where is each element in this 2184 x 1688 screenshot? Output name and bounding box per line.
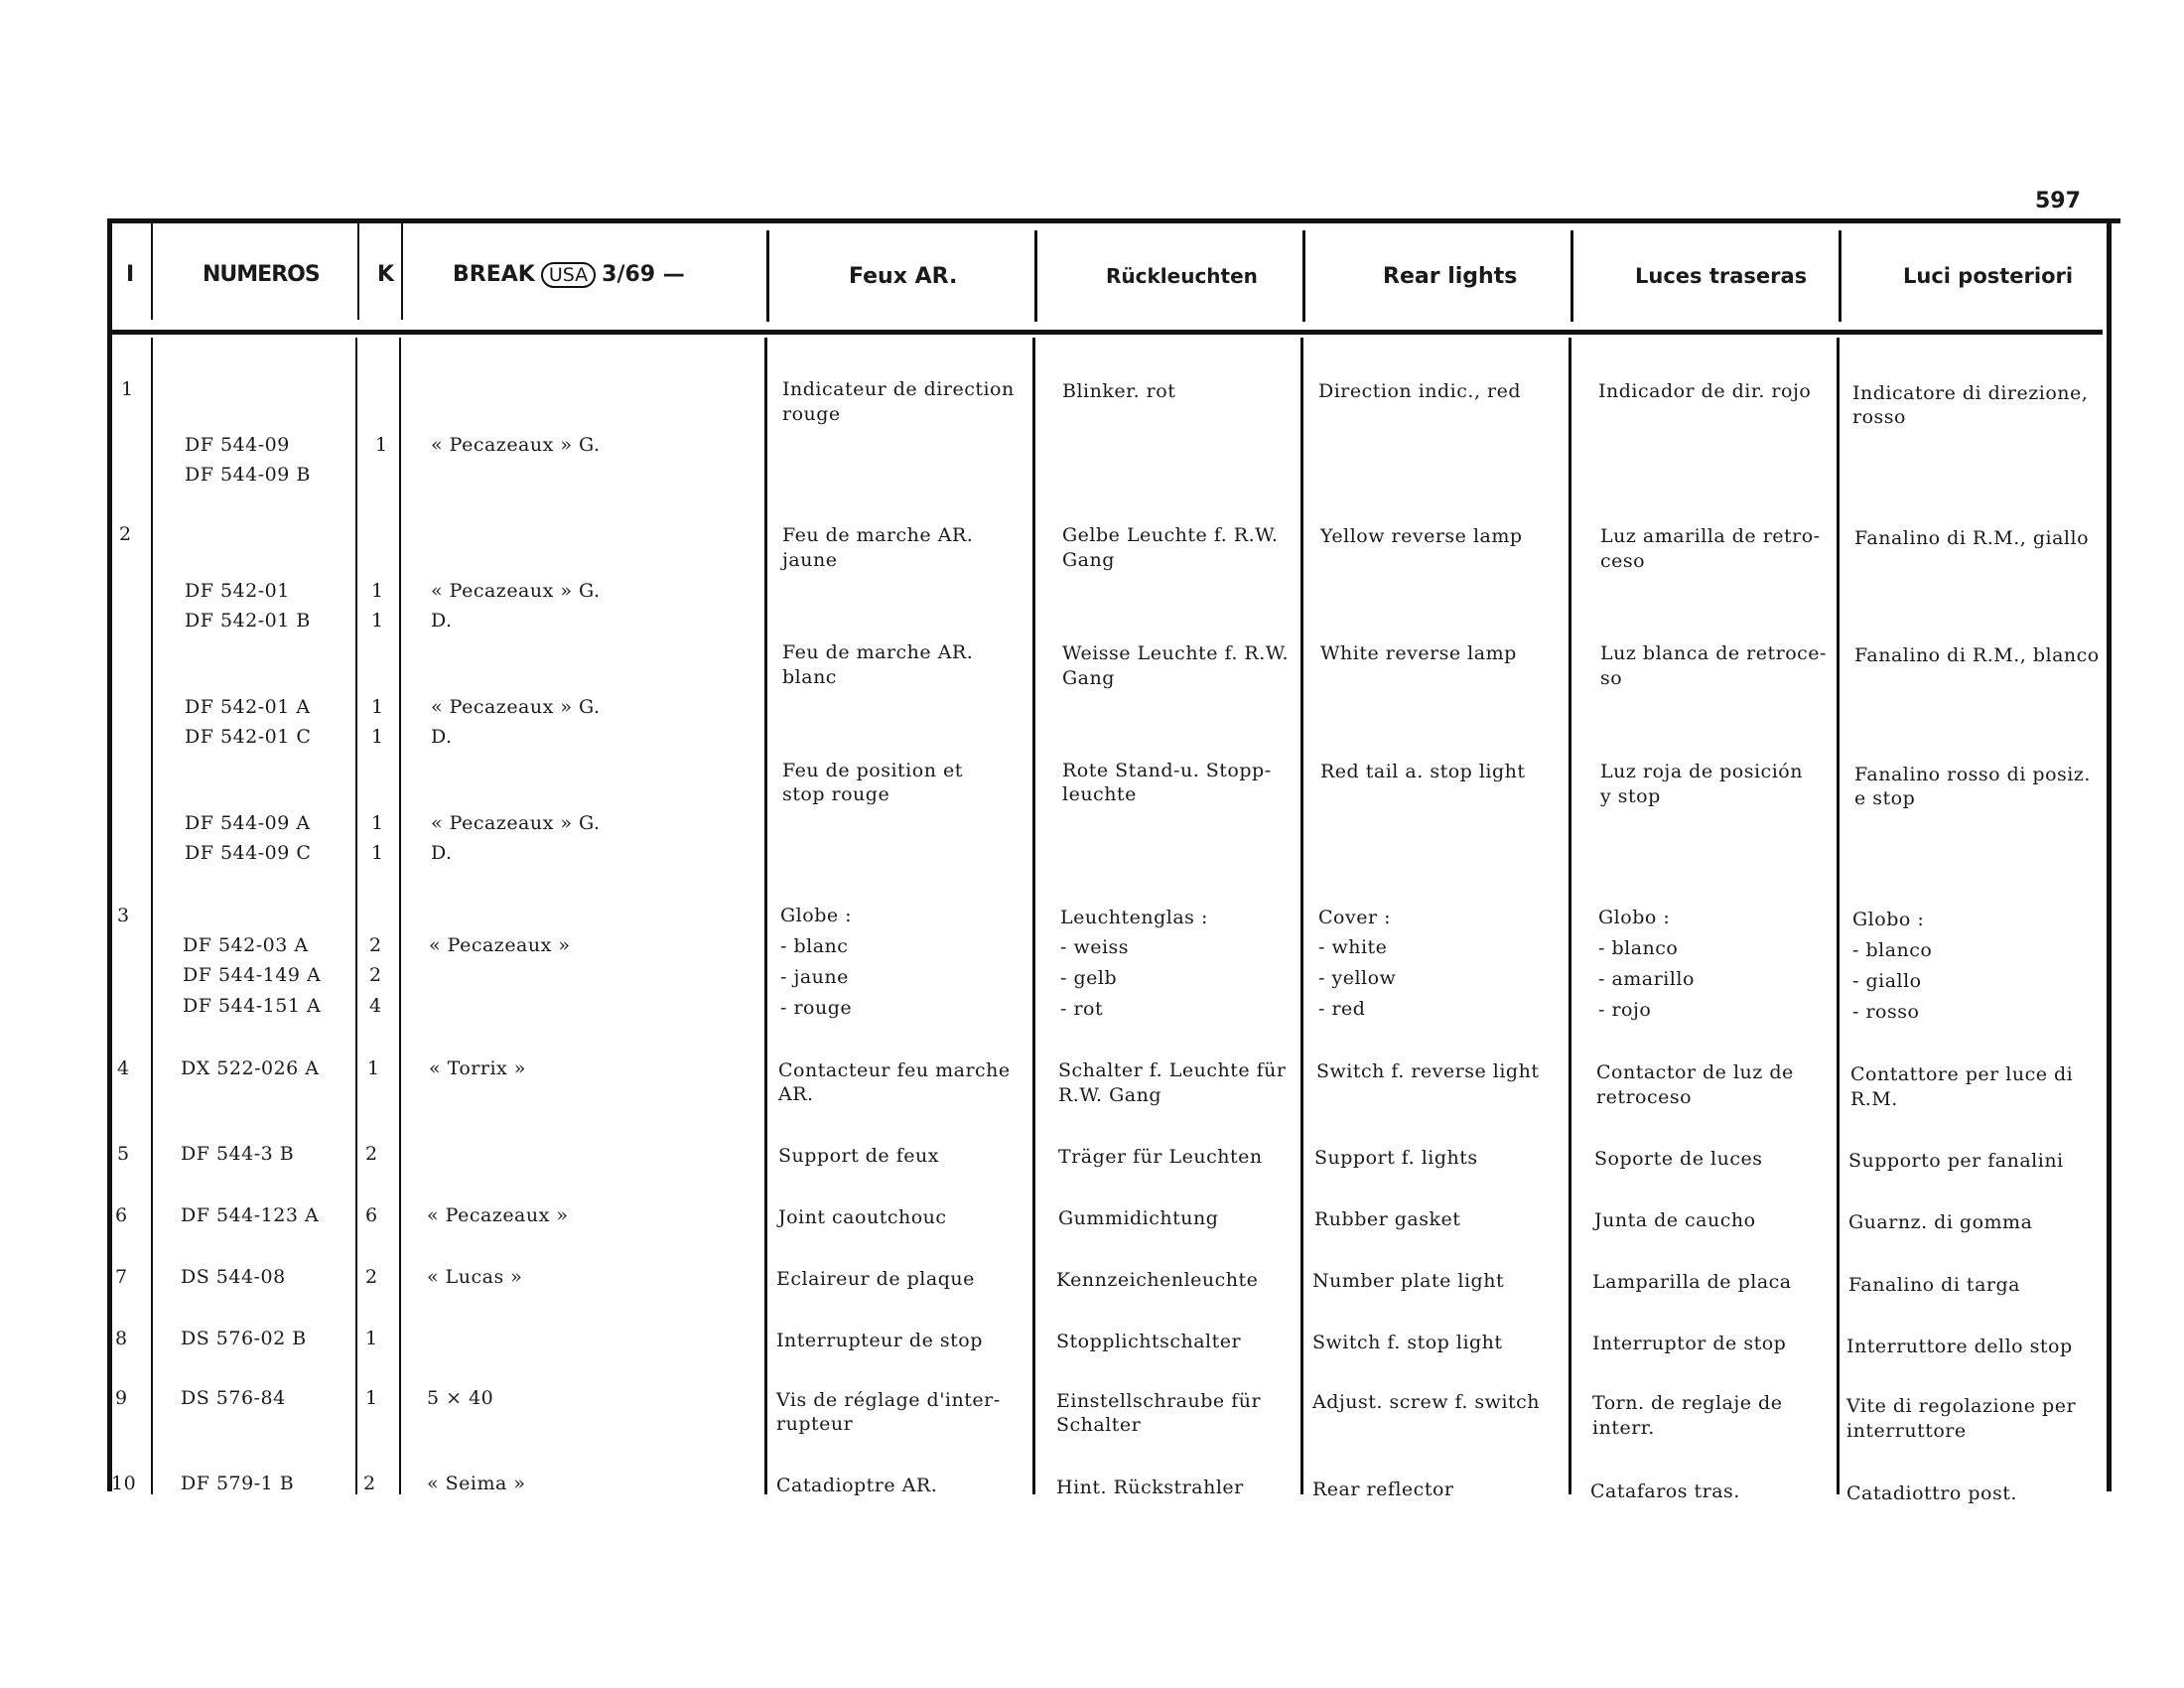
quantity: 6 xyxy=(365,1204,378,1226)
header-de: Rückleuchten xyxy=(1106,264,1258,288)
row-index: 1 xyxy=(121,378,134,400)
desc-es: Luz amarilla de retro- xyxy=(1600,525,1821,547)
supplier-note: « Pecazeaux » G. xyxy=(431,812,601,834)
desc-fr: - rouge xyxy=(780,997,853,1019)
quantity: 1 xyxy=(371,812,384,834)
header-break xyxy=(453,262,685,288)
quantity: 1 xyxy=(371,610,384,632)
row-index: 10 xyxy=(111,1473,137,1494)
desc-es: retroceso xyxy=(1596,1086,1693,1108)
desc-fr: Feu de marche AR. xyxy=(782,641,974,663)
desc-de: - rot xyxy=(1060,998,1104,1020)
part-number: DF 544-151 A xyxy=(183,995,322,1017)
desc-de: Gang xyxy=(1062,667,1115,689)
quantity: 1 xyxy=(371,580,384,602)
desc-de: Stopplichtschalter xyxy=(1056,1331,1242,1352)
part-number: DF 542-01 B xyxy=(185,610,311,632)
col-rule-5 xyxy=(1034,230,1037,322)
header-fr: Feux AR. xyxy=(849,264,958,289)
desc-fr: Catadioptre AR. xyxy=(776,1475,938,1496)
part-number: DF 544-149 A xyxy=(183,964,322,986)
desc-de: Leuchtenglas : xyxy=(1060,907,1208,928)
body-rule-7 xyxy=(1569,338,1571,1494)
desc-it: interruttore xyxy=(1846,1420,1967,1442)
desc-en: Red tail a. stop light xyxy=(1320,761,1526,782)
header-es: Luces traseras xyxy=(1635,264,1808,288)
part-number: DF 542-01 A xyxy=(185,696,311,718)
supplier-note: « Pecazeaux » xyxy=(429,934,571,956)
header-en: Rear lights xyxy=(1383,264,1518,289)
quantity: 1 xyxy=(371,696,384,718)
desc-it: Supporto per fanalini xyxy=(1848,1150,2064,1172)
desc-fr: - blanc xyxy=(780,935,849,957)
row-index: 2 xyxy=(119,523,132,545)
desc-it: - blanco xyxy=(1852,939,1933,961)
desc-de: Weisse Leuchte f. R.W. xyxy=(1062,642,1290,664)
quantity: 1 xyxy=(365,1387,378,1409)
desc-it: rosso xyxy=(1852,406,1906,428)
part-number: DS 576-84 xyxy=(181,1387,286,1409)
desc-it: Vite di regolazione per xyxy=(1846,1395,2077,1417)
desc-fr: Indicateur de direction xyxy=(782,378,1015,400)
desc-it: Fanalino di R.M., giallo xyxy=(1854,527,2090,549)
desc-en: Direction indic., red xyxy=(1318,380,1522,402)
row-index: 7 xyxy=(115,1266,128,1288)
header-numeros: NUMEROS xyxy=(203,262,320,287)
desc-es: Luz roja de posición xyxy=(1600,761,1803,782)
part-number: DF 544-09 B xyxy=(185,464,311,486)
desc-de: Träger für Leuchten xyxy=(1058,1146,1263,1168)
desc-fr: Globe : xyxy=(780,905,853,926)
usa-badge: USA xyxy=(541,262,596,288)
desc-de: Gummidichtung xyxy=(1058,1207,1219,1229)
quantity: 1 xyxy=(371,726,384,748)
desc-fr: Feu de marche AR. xyxy=(782,524,974,546)
desc-de: Hint. Rückstrahler xyxy=(1056,1477,1244,1498)
desc-it: Indicatore di direzione, xyxy=(1852,382,2089,404)
desc-es: Indicador de dir. rojo xyxy=(1598,380,1812,402)
desc-fr: Feu de position et xyxy=(782,760,963,781)
supplier-note: D. xyxy=(431,842,453,864)
header-break-prefix: BREAK xyxy=(453,262,535,287)
supplier-note: « Lucas » xyxy=(427,1266,523,1288)
desc-fr: jaune xyxy=(782,549,838,571)
desc-es: Junta de caucho xyxy=(1594,1209,1756,1231)
desc-it: Catadiottro post. xyxy=(1846,1482,2017,1504)
desc-en: Yellow reverse lamp xyxy=(1320,525,1523,547)
header-index: I xyxy=(126,262,135,287)
desc-es: y stop xyxy=(1600,785,1661,807)
row-index: 4 xyxy=(117,1057,130,1079)
desc-fr: rouge xyxy=(782,403,841,425)
part-number: DF 544-09 C xyxy=(185,842,312,864)
part-number: DF 542-01 C xyxy=(185,726,312,748)
body-rule-4 xyxy=(764,338,767,1494)
col-rule-3 xyxy=(401,220,403,320)
desc-es: Catafaros tras. xyxy=(1590,1480,1740,1502)
desc-de: Gang xyxy=(1062,549,1115,571)
desc-it: Contattore per luce di xyxy=(1850,1063,2074,1085)
supplier-note: « Seima » xyxy=(427,1473,526,1494)
desc-en: Switch f. stop light xyxy=(1312,1332,1503,1353)
desc-fr: rupteur xyxy=(776,1413,854,1435)
quantity: 1 xyxy=(365,1328,378,1349)
desc-de: Einstellschraube für xyxy=(1056,1390,1262,1412)
row-index: 9 xyxy=(115,1387,128,1409)
part-number: DF 542-01 xyxy=(185,580,290,602)
quantity: 2 xyxy=(363,1473,376,1494)
desc-de: Kennzeichenleuchte xyxy=(1056,1269,1259,1291)
body-rule-5 xyxy=(1032,338,1035,1494)
desc-de: R.W. Gang xyxy=(1058,1084,1162,1106)
desc-en: Number plate light xyxy=(1312,1270,1505,1292)
supplier-note: D. xyxy=(431,726,453,748)
desc-en: - red xyxy=(1318,998,1366,1020)
desc-de: Schalter f. Leuchte für xyxy=(1058,1059,1287,1081)
desc-fr: - jaune xyxy=(780,966,849,988)
desc-es: so xyxy=(1600,667,1623,689)
desc-es: Interruptor de stop xyxy=(1592,1333,1787,1354)
desc-es: - amarillo xyxy=(1598,968,1695,990)
desc-it: R.M. xyxy=(1850,1088,1898,1110)
header-bottom-rule xyxy=(107,330,2103,335)
header-k: K xyxy=(377,262,395,287)
col-rule-6 xyxy=(1302,230,1305,322)
desc-es: Contactor de luz de xyxy=(1596,1061,1794,1083)
desc-en: Cover : xyxy=(1318,907,1391,928)
page-number: 597 xyxy=(2035,189,2081,213)
part-number: DF 579-1 B xyxy=(181,1473,295,1494)
row-index: 3 xyxy=(117,905,130,926)
desc-fr: Vis de réglage d'inter- xyxy=(776,1389,1001,1411)
supplier-note: D. xyxy=(431,610,453,632)
desc-es: - blanco xyxy=(1598,937,1679,959)
desc-de: Gelbe Leuchte f. R.W. xyxy=(1062,524,1279,546)
desc-de: - weiss xyxy=(1060,936,1130,958)
desc-it: Fanalino di targa xyxy=(1848,1274,2020,1296)
desc-en: - white xyxy=(1318,936,1388,958)
col-rule-8 xyxy=(1839,230,1842,322)
part-number: DS 576-02 B xyxy=(181,1328,307,1349)
desc-fr: blanc xyxy=(782,666,837,688)
desc-es: Torn. de reglaje de xyxy=(1592,1392,1783,1414)
row-index: 8 xyxy=(115,1328,128,1349)
desc-it: Fanalino di R.M., blanco xyxy=(1854,644,2100,666)
desc-es: Luz blanca de retroce- xyxy=(1600,642,1827,664)
desc-es: interr. xyxy=(1592,1417,1655,1439)
body-rule-6 xyxy=(1300,338,1303,1494)
quantity: 4 xyxy=(369,995,382,1017)
supplier-note: « Pecazeaux » G. xyxy=(431,580,601,602)
body-rule-8 xyxy=(1837,338,1840,1494)
frame-right-rule xyxy=(2107,220,2112,1491)
desc-en: Switch f. reverse light xyxy=(1316,1060,1540,1082)
desc-it: - rosso xyxy=(1852,1001,1920,1023)
desc-en: Support f. lights xyxy=(1314,1147,1478,1169)
row-index: 6 xyxy=(115,1204,128,1226)
supplier-note: « Pecazeaux » G. xyxy=(431,434,601,456)
desc-es: Lamparilla de placa xyxy=(1592,1271,1792,1293)
part-number: DF 544-123 A xyxy=(181,1204,320,1226)
desc-de: Blinker. rot xyxy=(1062,380,1176,402)
desc-fr: AR. xyxy=(778,1083,814,1105)
part-number: DF 544-09 A xyxy=(185,812,311,834)
desc-fr: Support de feux xyxy=(778,1145,939,1167)
desc-fr: Contacteur feu marche xyxy=(778,1059,1011,1081)
desc-it: - giallo xyxy=(1852,970,1922,992)
desc-en: Adjust. screw f. switch xyxy=(1312,1391,1541,1413)
body-rule-1 xyxy=(151,338,153,1494)
desc-it: Interruttore dello stop xyxy=(1846,1336,2073,1357)
part-number: DF 544-3 B xyxy=(181,1143,295,1165)
quantity: 1 xyxy=(367,1057,380,1079)
quantity: 2 xyxy=(365,1266,378,1288)
desc-en: Rubber gasket xyxy=(1314,1208,1461,1230)
quantity: 2 xyxy=(365,1143,378,1165)
header-it: Luci posteriori xyxy=(1903,264,2074,288)
desc-es: Globo : xyxy=(1598,907,1671,928)
desc-de: Schalter xyxy=(1056,1414,1142,1436)
desc-en: White reverse lamp xyxy=(1320,642,1517,664)
quantity: 2 xyxy=(369,964,382,986)
header-break-suffix: 3/69 — xyxy=(602,262,685,287)
part-number: DF 544-09 xyxy=(185,434,290,456)
body-rule-3 xyxy=(399,338,401,1494)
desc-fr: stop rouge xyxy=(782,783,890,805)
desc-es: Soporte de luces xyxy=(1594,1148,1763,1170)
body-rule-2 xyxy=(355,338,357,1494)
quantity: 1 xyxy=(375,434,388,456)
desc-de: leuchte xyxy=(1062,783,1137,805)
supplier-note: 5 × 40 xyxy=(427,1387,494,1409)
supplier-note: « Pecazeaux » xyxy=(427,1204,569,1226)
desc-es: - rojo xyxy=(1598,999,1652,1021)
desc-en: Rear reflector xyxy=(1312,1478,1454,1500)
desc-fr: Joint caoutchouc xyxy=(778,1206,947,1228)
part-number: DX 522-026 A xyxy=(181,1057,320,1079)
quantity: 1 xyxy=(371,842,384,864)
part-number: DF 542-03 A xyxy=(183,934,309,956)
desc-es: ceso xyxy=(1600,550,1646,572)
supplier-note: « Torrix » xyxy=(429,1057,526,1079)
supplier-note: « Pecazeaux » G. xyxy=(431,696,601,718)
col-rule-1 xyxy=(151,220,153,320)
table-top-rule xyxy=(107,218,2120,223)
desc-fr: Eclaireur de plaque xyxy=(776,1268,975,1290)
frame-left-rule xyxy=(107,220,112,1491)
desc-de: - gelb xyxy=(1060,967,1118,989)
desc-it: e stop xyxy=(1854,787,1916,809)
desc-fr: Interrupteur de stop xyxy=(776,1330,983,1351)
desc-it: Guarnz. di gomma xyxy=(1848,1211,2033,1233)
quantity: 2 xyxy=(369,934,382,956)
col-rule-2 xyxy=(357,220,359,320)
desc-de: Rote Stand-u. Stopp- xyxy=(1062,760,1272,781)
desc-it: Fanalino rosso di posiz. xyxy=(1854,764,2091,785)
desc-it: Globo : xyxy=(1852,909,1925,930)
col-rule-7 xyxy=(1570,230,1573,322)
row-index: 5 xyxy=(117,1143,130,1165)
desc-en: - yellow xyxy=(1318,967,1397,989)
col-rule-4 xyxy=(766,230,769,322)
part-number: DS 544-08 xyxy=(181,1266,286,1288)
